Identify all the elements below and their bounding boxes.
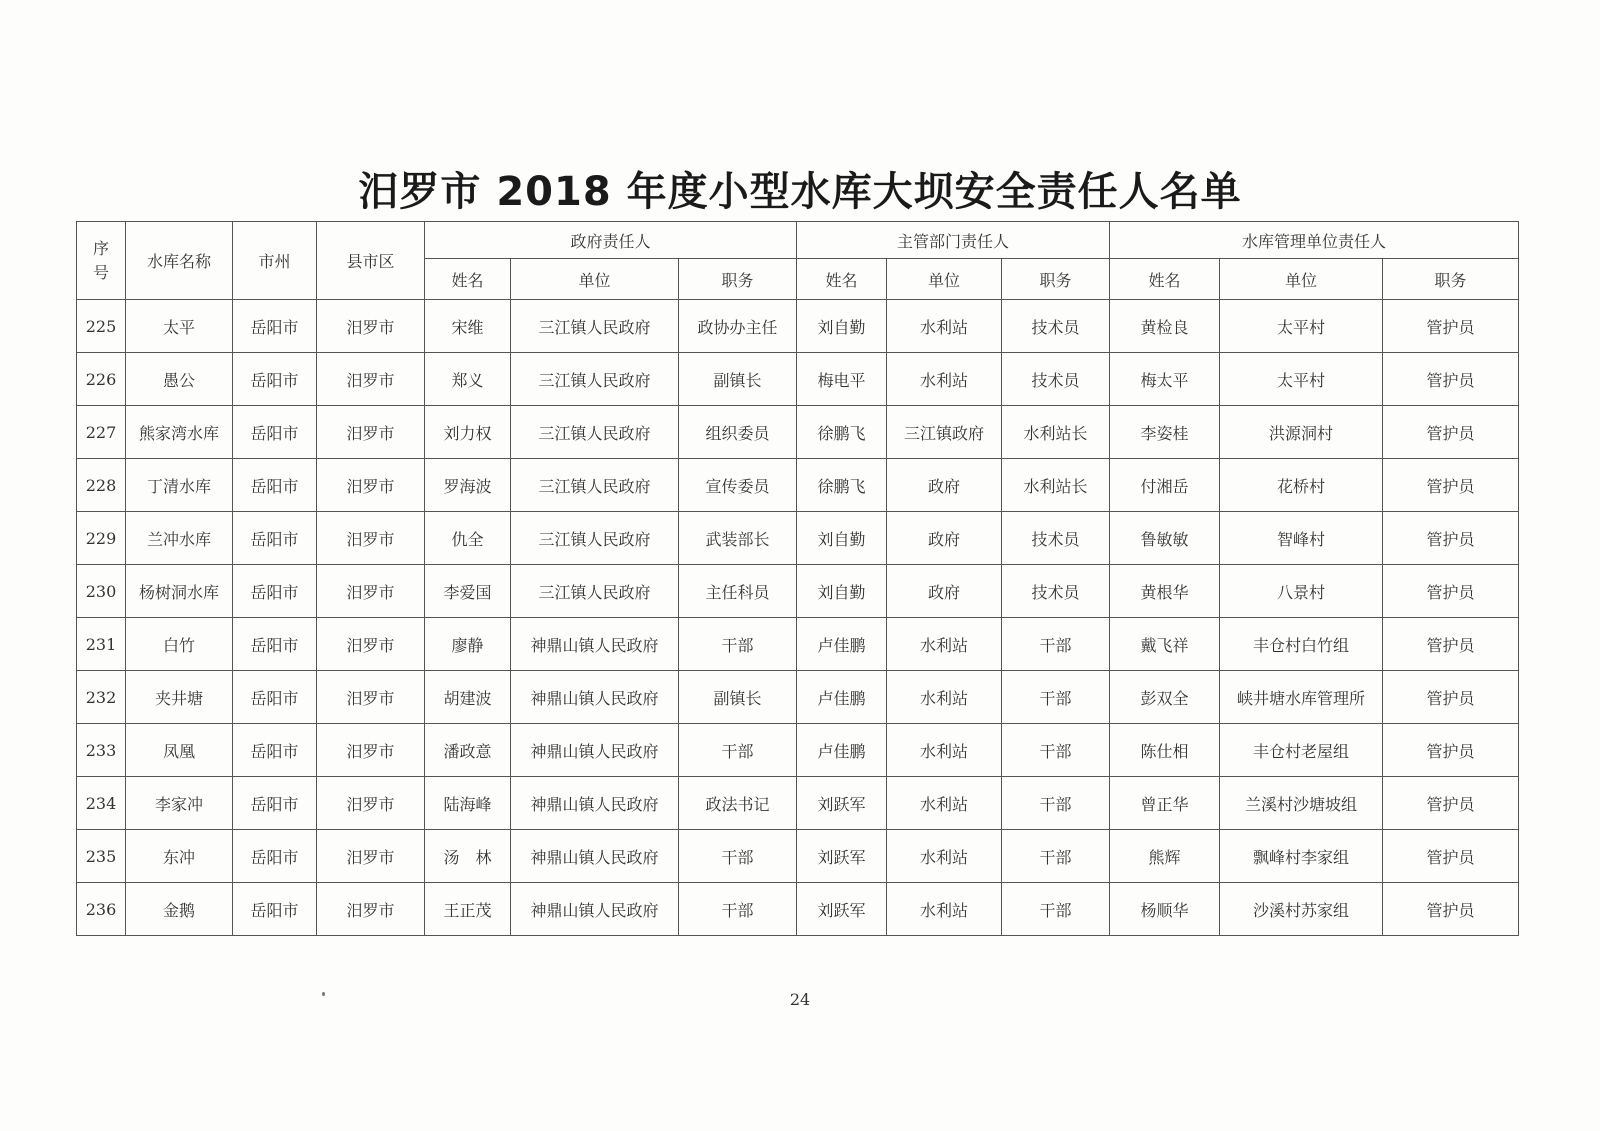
cell-gov-position: 副镇长: [679, 671, 797, 724]
cell-gov-unit: 神鼎山镇人民政府: [511, 671, 679, 724]
col-header-reservoir-name: 水库名称: [126, 222, 233, 300]
cell-seq: 225: [77, 300, 126, 353]
responsibility-table: [76, 221, 1519, 936]
cell-gov-position: 干部: [679, 724, 797, 777]
cell-mgmt-unit: 花桥村: [1220, 459, 1383, 512]
cell-gov-position: 政协办主任: [679, 300, 797, 353]
cell-mgmt-position: 管护员: [1383, 565, 1519, 618]
col-header-gov-name: 姓名: [425, 259, 511, 300]
cell-mgmt-position: 管护员: [1383, 512, 1519, 565]
cell-mgmt-position: 管护员: [1383, 300, 1519, 353]
group-header-management: 水库管理单位责任人: [1110, 222, 1519, 259]
cell-dept-name: 卢佳鹏: [797, 724, 887, 777]
table-row: [77, 512, 1519, 565]
cell-city: 岳阳市: [233, 830, 317, 883]
cell-mgmt-position: 管护员: [1383, 671, 1519, 724]
cell-dept-unit: 水利站: [887, 777, 1002, 830]
cell-gov-position: 副镇长: [679, 353, 797, 406]
cell-mgmt-position: 管护员: [1383, 724, 1519, 777]
cell-seq: 229: [77, 512, 126, 565]
cell-mgmt-name: 梅太平: [1110, 353, 1220, 406]
col-header-dept-unit: 单位: [887, 259, 1002, 300]
page-title: 汨罗市 2018 年度小型水库大坝安全责任人名单: [358, 169, 1242, 215]
cell-dept-unit: 水利站: [887, 300, 1002, 353]
cell-seq: 236: [77, 883, 126, 936]
cell-gov-name: 潘政意: [425, 724, 511, 777]
cell-county: 汨罗市: [317, 353, 425, 406]
col-header-mgmt-unit: 单位: [1220, 259, 1383, 300]
cell-gov-position: 武装部长: [679, 512, 797, 565]
cell-seq: 232: [77, 671, 126, 724]
cell-mgmt-unit: 飘峰村李家组: [1220, 830, 1383, 883]
cell-mgmt-unit: 丰仓村白竹组: [1220, 618, 1383, 671]
cell-dept-name: 刘自勤: [797, 565, 887, 618]
cell-dept-position: 干部: [1002, 671, 1110, 724]
cell-dept-unit: 水利站: [887, 671, 1002, 724]
cell-gov-name: 仇全: [425, 512, 511, 565]
cell-dept-name: 卢佳鹏: [797, 671, 887, 724]
cell-mgmt-unit: 沙溪村苏家组: [1220, 883, 1383, 936]
cell-seq: 233: [77, 724, 126, 777]
cell-gov-position: 组织委员: [679, 406, 797, 459]
cell-county: 汨罗市: [317, 830, 425, 883]
cell-dept-unit: 三江镇政府: [887, 406, 1002, 459]
cell-mgmt-unit: 丰仓村老屋组: [1220, 724, 1383, 777]
cell-county: 汨罗市: [317, 406, 425, 459]
group-header-government: 政府责任人: [425, 222, 797, 259]
cell-dept-name: 刘跃军: [797, 883, 887, 936]
cell-gov-unit: 神鼎山镇人民政府: [511, 883, 679, 936]
cell-county: 汨罗市: [317, 671, 425, 724]
cell-gov-unit: 神鼎山镇人民政府: [511, 724, 679, 777]
cell-gov-unit: 三江镇人民政府: [511, 300, 679, 353]
cell-mgmt-unit: 太平村: [1220, 353, 1383, 406]
cell-gov-name: 罗海波: [425, 459, 511, 512]
cell-mgmt-position: 管护员: [1383, 353, 1519, 406]
cell-mgmt-position: 管护员: [1383, 406, 1519, 459]
cell-dept-position: 干部: [1002, 830, 1110, 883]
page-number: 24: [789, 990, 811, 1009]
col-header-dept-name: 姓名: [797, 259, 887, 300]
cell-dept-unit: 水利站: [887, 618, 1002, 671]
table-row: [77, 830, 1519, 883]
col-header-mgmt-name: 姓名: [1110, 259, 1220, 300]
table-row: [77, 565, 1519, 618]
table-row: [77, 777, 1519, 830]
cell-mgmt-name: 黄根华: [1110, 565, 1220, 618]
cell-dept-unit: 政府: [887, 512, 1002, 565]
group-header-department: 主管部门责任人: [797, 222, 1110, 259]
cell-gov-unit: 三江镇人民政府: [511, 565, 679, 618]
header-row-groups: [77, 222, 1519, 259]
cell-gov-unit: 三江镇人民政府: [511, 353, 679, 406]
cell-gov-unit: 神鼎山镇人民政府: [511, 830, 679, 883]
cell-dept-position: 水利站长: [1002, 459, 1110, 512]
cell-gov-position: 干部: [679, 618, 797, 671]
cell-mgmt-unit: 兰溪村沙塘坡组: [1220, 777, 1383, 830]
cell-mgmt-name: 黄检良: [1110, 300, 1220, 353]
cell-dept-name: 刘自勤: [797, 300, 887, 353]
table-row: [77, 671, 1519, 724]
cell-seq: 226: [77, 353, 126, 406]
col-header-dept-position: 职务: [1002, 259, 1110, 300]
cell-dept-position: 技术员: [1002, 353, 1110, 406]
col-header-seq: [77, 222, 126, 300]
cell-mgmt-unit: 峡井塘水库管理所: [1220, 671, 1383, 724]
cell-gov-unit: 三江镇人民政府: [511, 459, 679, 512]
cell-reservoir-name: 丁清水库: [126, 459, 233, 512]
cell-gov-name: 刘力权: [425, 406, 511, 459]
cell-dept-position: 技术员: [1002, 300, 1110, 353]
cell-gov-name: 陆海峰: [425, 777, 511, 830]
col-header-mgmt-position: 职务: [1383, 259, 1519, 300]
cell-dept-unit: 水利站: [887, 883, 1002, 936]
cell-county: 汨罗市: [317, 777, 425, 830]
col-header-seq-line2: 号: [92, 262, 109, 282]
cell-city: 岳阳市: [233, 883, 317, 936]
cell-gov-name: 郑义: [425, 353, 511, 406]
cell-reservoir-name: 熊家湾水库: [126, 406, 233, 459]
cell-reservoir-name: 李家冲: [126, 777, 233, 830]
table-body: [77, 300, 1519, 936]
col-header-city: 市州: [233, 222, 317, 300]
cell-gov-name: 廖静: [425, 618, 511, 671]
cell-dept-position: 干部: [1002, 777, 1110, 830]
cell-city: 岳阳市: [233, 565, 317, 618]
cell-dept-name: 徐鹏飞: [797, 459, 887, 512]
cell-reservoir-name: 白竹: [126, 618, 233, 671]
cell-mgmt-unit: 智峰村: [1220, 512, 1383, 565]
cell-mgmt-position: 管护员: [1383, 830, 1519, 883]
cell-gov-name: 宋维: [425, 300, 511, 353]
cell-mgmt-name: 曾正华: [1110, 777, 1220, 830]
cell-mgmt-name: 付湘岳: [1110, 459, 1220, 512]
cell-city: 岳阳市: [233, 671, 317, 724]
cell-mgmt-position: 管护员: [1383, 883, 1519, 936]
cell-dept-unit: 政府: [887, 565, 1002, 618]
table-row: [77, 406, 1519, 459]
cell-seq: 228: [77, 459, 126, 512]
cell-dept-unit: 水利站: [887, 724, 1002, 777]
cell-mgmt-position: 管护员: [1383, 459, 1519, 512]
cell-dept-name: 刘跃军: [797, 830, 887, 883]
col-header-seq-line1: 序: [92, 238, 109, 258]
cell-county: 汨罗市: [317, 618, 425, 671]
cell-mgmt-name: 彭双全: [1110, 671, 1220, 724]
table-row: [77, 724, 1519, 777]
cell-dept-unit: 水利站: [887, 353, 1002, 406]
cell-dept-position: 干部: [1002, 618, 1110, 671]
col-header-gov-unit: 单位: [511, 259, 679, 300]
cell-reservoir-name: 太平: [126, 300, 233, 353]
cell-dept-unit: 政府: [887, 459, 1002, 512]
cell-dept-name: 刘跃军: [797, 777, 887, 830]
table-row: [77, 883, 1519, 936]
cell-dept-position: 水利站长: [1002, 406, 1110, 459]
cell-gov-unit: 神鼎山镇人民政府: [511, 618, 679, 671]
cell-reservoir-name: 凤凰: [126, 724, 233, 777]
cell-county: 汨罗市: [317, 512, 425, 565]
col-header-county: 县市区: [317, 222, 425, 300]
cell-gov-position: 政法书记: [679, 777, 797, 830]
cell-reservoir-name: 夹井塘: [126, 671, 233, 724]
cell-mgmt-name: 李姿桂: [1110, 406, 1220, 459]
cell-mgmt-name: 陈仕相: [1110, 724, 1220, 777]
cell-mgmt-unit: 八景村: [1220, 565, 1383, 618]
cell-dept-name: 梅电平: [797, 353, 887, 406]
cell-dept-name: 卢佳鹏: [797, 618, 887, 671]
cell-gov-name: 胡建波: [425, 671, 511, 724]
cell-mgmt-unit: 洪源洞村: [1220, 406, 1383, 459]
cell-seq: 230: [77, 565, 126, 618]
cell-city: 岳阳市: [233, 724, 317, 777]
cell-gov-name: 王正茂: [425, 883, 511, 936]
cell-dept-name: 刘自勤: [797, 512, 887, 565]
cell-seq: 234: [77, 777, 126, 830]
cell-dept-position: 干部: [1002, 883, 1110, 936]
cell-gov-position: 干部: [679, 883, 797, 936]
cell-mgmt-name: 鲁敏敏: [1110, 512, 1220, 565]
col-header-gov-position: 职务: [679, 259, 797, 300]
cell-county: 汨罗市: [317, 883, 425, 936]
cell-mgmt-name: 戴飞祥: [1110, 618, 1220, 671]
cell-gov-name: 李爱国: [425, 565, 511, 618]
cell-city: 岳阳市: [233, 353, 317, 406]
cell-gov-position: 宣传委员: [679, 459, 797, 512]
cell-city: 岳阳市: [233, 459, 317, 512]
cell-city: 岳阳市: [233, 406, 317, 459]
cell-reservoir-name: 金鹅: [126, 883, 233, 936]
cell-gov-unit: 三江镇人民政府: [511, 512, 679, 565]
cell-city: 岳阳市: [233, 777, 317, 830]
cell-seq: 227: [77, 406, 126, 459]
cell-gov-position: 主任科员: [679, 565, 797, 618]
cell-reservoir-name: 杨树洞水库: [126, 565, 233, 618]
cell-reservoir-name: 愚公: [126, 353, 233, 406]
cell-gov-position: 干部: [679, 830, 797, 883]
cell-reservoir-name: 兰冲水库: [126, 512, 233, 565]
cell-county: 汨罗市: [317, 459, 425, 512]
cell-dept-name: 徐鹏飞: [797, 406, 887, 459]
cell-gov-name: 汤 林: [425, 830, 511, 883]
cell-city: 岳阳市: [233, 300, 317, 353]
cell-gov-unit: 神鼎山镇人民政府: [511, 777, 679, 830]
cell-reservoir-name: 东冲: [126, 830, 233, 883]
cell-gov-unit: 三江镇人民政府: [511, 406, 679, 459]
cell-seq: 235: [77, 830, 126, 883]
cell-county: 汨罗市: [317, 565, 425, 618]
cell-mgmt-name: 熊辉: [1110, 830, 1220, 883]
cell-dept-position: 干部: [1002, 724, 1110, 777]
table-row: [77, 618, 1519, 671]
cell-city: 岳阳市: [233, 618, 317, 671]
cell-county: 汨罗市: [317, 724, 425, 777]
table-row: [77, 300, 1519, 353]
cell-dept-position: 技术员: [1002, 512, 1110, 565]
cell-mgmt-unit: 太平村: [1220, 300, 1383, 353]
cell-dept-position: 技术员: [1002, 565, 1110, 618]
cell-city: 岳阳市: [233, 512, 317, 565]
table-row: [77, 459, 1519, 512]
cell-county: 汨罗市: [317, 300, 425, 353]
cell-mgmt-name: 杨顺华: [1110, 883, 1220, 936]
cell-mgmt-position: 管护员: [1383, 777, 1519, 830]
cell-dept-unit: 水利站: [887, 830, 1002, 883]
cell-mgmt-position: 管护员: [1383, 618, 1519, 671]
table-row: [77, 353, 1519, 406]
cell-seq: 231: [77, 618, 126, 671]
